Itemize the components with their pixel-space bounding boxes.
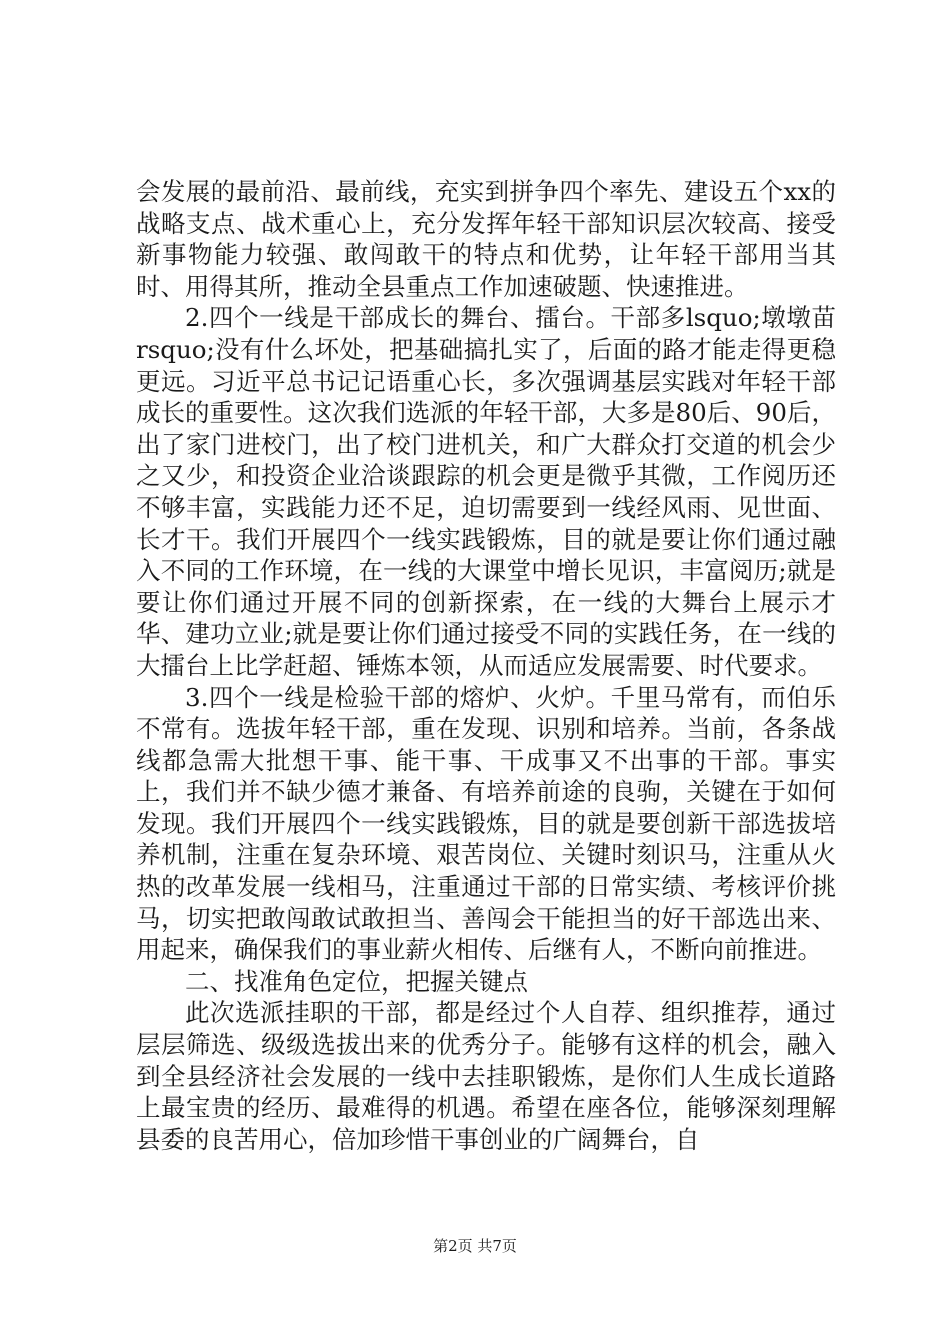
paragraph-point-2: 2.四个一线是干部成长的舞台、擂台。干部多lsquo;墩墩苗rsquo;没有什么坏处，把基础搞扎实了，后面的路才能走得更稳更远。习近平总书记记语重心长，多次强调基层实践对年轻干部成长的重要性。这次我们选派的年轻干部，大多是80后、90后，出了家门进校门，出了校门进机关，和广大群众打交道的机会少之又少，和投资企业洽谈跟踪的机会更是微乎其微，工作阅历还不够丰富，实践能力还不足，迫切需要到一线经风雨、见世面、长才干。我们开展四个一线实践锻炼，目的就是要让你们通过融入不同的工作环境，在一线的大课堂中增长见识，丰富阅历;就是要让你们通过开展不同的创新探索，在一线的大舞台上展示才华、建功立业;就是要让你们通过接受不同的实践任务，在一线的大擂台上比学赶超、锤炼本领，从而适应发展需要、时代要求。 [136,303,836,680]
page-number-footer: 第2页 共7页 [433,1237,517,1255]
section-heading-2: 二、找准角色定位，把握关键点 [185,966,528,996]
paragraph-section-2-intro: 此次选派挂职的干部，都是经过个人自荐、组织推荐，通过层层筛选、级级选拔出来的优秀分子。能够有这样的机会，融入到全县经济社会发展的一线中去挂职锻炼，是你们人生成长道路上最宝贵的经历、最难得的机遇。希望在座各位，能够深刻理解县委的良苦用心，倍加珍惜干事创业的广阔舞台，自 [136,998,836,1154]
paragraph-continuation: 会发展的最前沿、最前线，充实到拼争四个率先、建设五个xx的战略支点、战术重心上，充分发挥年轻干部知识层次较高、接受新事物能力较强、敢闯敢干的特点和优势，让年轻干部用当其时、用得其所，推动全县重点工作加速破题、快速推进。 [136,177,836,301]
document-body [136,176,836,1155]
paragraph-point-3: 3.四个一线是检验干部的熔炉、火炉。千里马常有，而伯乐不常有。选拔年轻干部，重在发现、识别和培养。当前，各条战线都急需大批想干事、能干事、干成事又不出事的干部。事实上，我们并不缺少德才兼备、有培养前途的良驹，关键在于如何发现。我们开展四个一线实践锻炼，目的就是要创新干部选拔培养机制，注重在复杂环境、艰苦岗位、关键时刻识马，注重从火热的改革发展一线相马，注重通过干部的日常实绩、考核评价挑马，切实把敢闯敢试敢担当、善闯会干能担当的好干部选出来、用起来，确保我们的事业薪火相传、后继有人，不断向前推进。 [136,682,836,965]
